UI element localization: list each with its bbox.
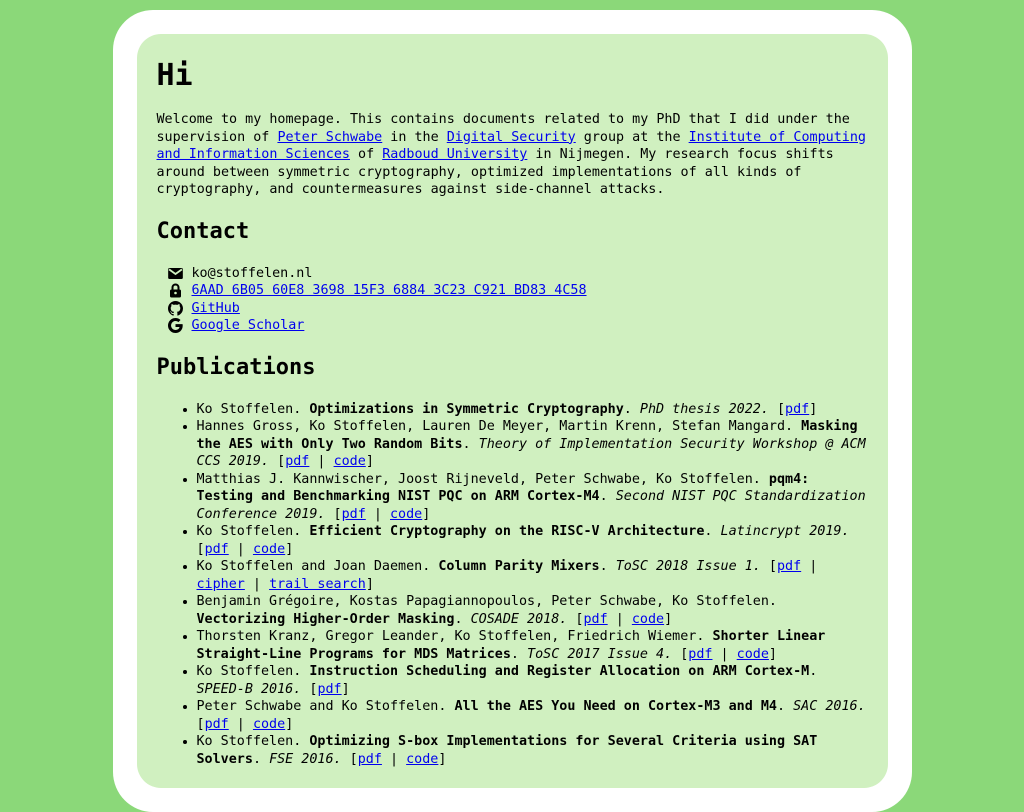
- publication-item: • Peter Schwabe and Ko Stoffelen. All the AES You Need on Cortex-M3 and M4. SAC 2016. [pdf | code]: [197, 698, 868, 733]
- pub-link-pdf[interactable]: pdf: [776, 559, 802, 574]
- pub-link-pdf[interactable]: pdf: [357, 751, 382, 767]
- pub-link-pdf[interactable]: pdf: [204, 716, 229, 732]
- publications-list: [157, 401, 868, 769]
- content-panel: [137, 34, 888, 788]
- pub-authors: Ko Stoffelen.: [196, 524, 310, 539]
- pub-link-code[interactable]: code: [406, 751, 439, 767]
- pub-title: Efficient Cryptography on the RISC-V Architecture: [309, 524, 705, 539]
- pub-link-pdf[interactable]: pdf: [204, 541, 229, 557]
- contact-item-email: [168, 265, 868, 283]
- page-title: Hi: [156, 58, 193, 93]
- contact-item-scholar: [168, 317, 868, 335]
- publication-item: • Benjamin Grégoire, Kostas Papagiannopoulos, Peter Schwabe, Ko Stoffelen. Vectorizing Higher-Order Masking. COSADE 2018. [pdf | code]: [197, 593, 868, 628]
- publication-item: • Thorsten Kranz, Gregor Leander, Ko Stoffelen, Friedrich Wiemer. Shorter Linear Straight-Line Programs for MDS Matrices. ToSC 2017 Issue 4. [pdf | code]: [197, 628, 868, 663]
- pub-title: Optimizing S-box Implementations for Several Criteria using SAT Solvers: [196, 734, 818, 767]
- pub-venue: Theory of Implementation Security Workshop @ ACM CCS 2019.: [196, 436, 866, 469]
- github-link[interactable]: GitHub: [191, 300, 240, 316]
- envelope-icon: [168, 268, 183, 279]
- pub-title: Shorter Linear Straight-Line Programs for MDS Matrices: [196, 629, 826, 662]
- pub-link-code[interactable]: code: [252, 541, 286, 557]
- pub-link-code[interactable]: code: [631, 611, 665, 627]
- contact-item-github: [168, 300, 868, 318]
- pub-link-code[interactable]: code: [736, 646, 769, 662]
- pub-authors: Ko Stoffelen.: [196, 401, 310, 417]
- lock-icon: [168, 283, 183, 298]
- pub-authors: Ko Stoffelen and Joan Daemen.: [196, 559, 439, 574]
- pub-venue: Second NIST PQC Standardization Conference 2019.: [196, 489, 866, 522]
- pub-venue: SAC 2016.: [793, 699, 866, 714]
- pub-title: Column Parity Mixers: [438, 559, 600, 574]
- pub-title: Instruction Scheduling and Register Allocation on ARM Cortex-M: [309, 664, 810, 679]
- pub-title: Masking the AES with Only Two Random Bits: [196, 419, 858, 452]
- contact-item-pgp: [168, 282, 868, 300]
- pub-venue: COSADE 2018.: [470, 611, 568, 627]
- pub-authors: Benjamin Grégoire, Kostas Papagiannopoulos, Peter Schwabe, Ko Stoffelen.: [196, 594, 777, 609]
- pub-venue: ToSC 2017 Issue 4.: [527, 646, 673, 662]
- publication-item: • Matthias J. Kannwischer, Joost Rijneveld, Peter Schwabe, Ko Stoffelen. pqm4: Testing and Benchmarking NIST PQC on ARM Cortex-M4. Second NIST PQC Standardization Conference 2019. [pdf | code]: [197, 471, 868, 524]
- google-scholar-link[interactable]: Google Scholar: [191, 318, 305, 333]
- pub-link-code[interactable]: code: [333, 454, 366, 469]
- intro-link[interactable]: Institute of Computing and Information Sciences: [156, 129, 866, 162]
- publication-item: • Ko Stoffelen. Optimizations in Symmetric Cryptography. PhD thesis 2022. [pdf]: [197, 401, 868, 419]
- contact-list: [157, 265, 868, 335]
- pub-link-pdf[interactable]: pdf: [341, 506, 366, 522]
- pub-venue: SPEED-B 2016.: [196, 681, 302, 697]
- publications-heading: Publications: [156, 354, 316, 380]
- pgp-fingerprint-link[interactable]: 6AAD 6B05 60E8 3698 15F3 6884 3C23 C921 BD83 4C58: [191, 283, 587, 298]
- pub-link-trail-search[interactable]: trail search: [269, 576, 366, 592]
- pub-link-pdf[interactable]: pdf: [583, 611, 608, 627]
- pub-link-pdf[interactable]: pdf: [785, 401, 810, 417]
- pub-authors: Ko Stoffelen.: [196, 664, 310, 679]
- intro-link[interactable]: Peter Schwabe: [277, 129, 383, 145]
- pub-authors: Peter Schwabe and Ko Stoffelen.: [196, 699, 455, 714]
- pub-venue: ToSC 2018 Issue 1.: [615, 559, 761, 574]
- pub-venue: Latincrypt 2019.: [720, 524, 850, 539]
- content-card: [113, 10, 912, 812]
- pub-link-pdf[interactable]: pdf: [688, 646, 713, 662]
- google-scholar-icon: [168, 318, 183, 333]
- pub-link-pdf[interactable]: pdf: [317, 681, 342, 697]
- pub-title: All the AES You Need on Cortex-M3 and M4: [454, 699, 777, 714]
- github-icon: [168, 301, 183, 316]
- publication-item: • Ko Stoffelen. Optimizing S-box Implementations for Several Criteria using SAT Solvers. FSE 2016. [pdf | code]: [197, 733, 868, 768]
- publication-item: • Ko Stoffelen. Instruction Scheduling and Register Allocation on ARM Cortex-M. SPEED-B 2016. [pdf]: [197, 663, 868, 698]
- publication-item: • Ko Stoffelen and Joan Daemen. Column Parity Mixers. ToSC 2018 Issue 1. [pdf | cipher | trail search]: [197, 558, 868, 593]
- pub-venue: FSE 2016.: [269, 751, 342, 767]
- pub-link-pdf[interactable]: pdf: [285, 454, 310, 469]
- pub-authors: Thorsten Kranz, Gregor Leander, Ko Stoffelen, Friedrich Wiemer.: [196, 629, 713, 644]
- pub-link-code[interactable]: code: [252, 716, 286, 732]
- pub-title: pqm4: Testing and Benchmarking NIST PQC on ARM Cortex-M4: [196, 471, 810, 504]
- contact-heading: Contact: [156, 218, 250, 244]
- intro-link[interactable]: Digital Security: [446, 129, 576, 145]
- pub-authors: Ko Stoffelen.: [196, 734, 310, 749]
- publication-item: • Hannes Gross, Ko Stoffelen, Lauren De Meyer, Martin Krenn, Stefan Mangard. Masking the AES with Only Two Random Bits. Theory of Implementation Security Workshop @ ACM CCS 2019. [pdf | code]: [197, 418, 868, 471]
- pub-venue: PhD thesis 2022.: [639, 401, 769, 417]
- pub-link-cipher[interactable]: cipher: [196, 576, 245, 592]
- publication-item: • Ko Stoffelen. Efficient Cryptography on the RISC-V Architecture. Latincrypt 2019. [pdf | code]: [197, 523, 868, 558]
- email-address: ko@stoffelen.nl: [191, 265, 313, 281]
- pub-authors: Matthias J. Kannwischer, Joost Rijneveld, Peter Schwabe, Ko Stoffelen.: [196, 471, 769, 487]
- pub-authors: Hannes Gross, Ko Stoffelen, Lauren De Meyer, Martin Krenn, Stefan Mangard.: [196, 419, 802, 434]
- pub-link-code[interactable]: code: [390, 506, 423, 522]
- pub-title: Vectorizing Higher-Order Masking: [196, 611, 455, 627]
- intro-link[interactable]: Radboud University: [382, 147, 528, 162]
- intro-paragraph: Welcome to my homepage. This contains documents related to my PhD that I did under the supervision of Peter Schwabe in the Digital Security group at the Institute of Computing and Information Sciences of Radboud University in Nijmegen. My research focus shifts around between symmetric cryptography, optimized implementations of all kinds of cryptography, and countermeasures against side-channel attacks.: [156, 112, 866, 197]
- pub-title: Optimizations in Symmetric Cryptography: [309, 401, 624, 417]
